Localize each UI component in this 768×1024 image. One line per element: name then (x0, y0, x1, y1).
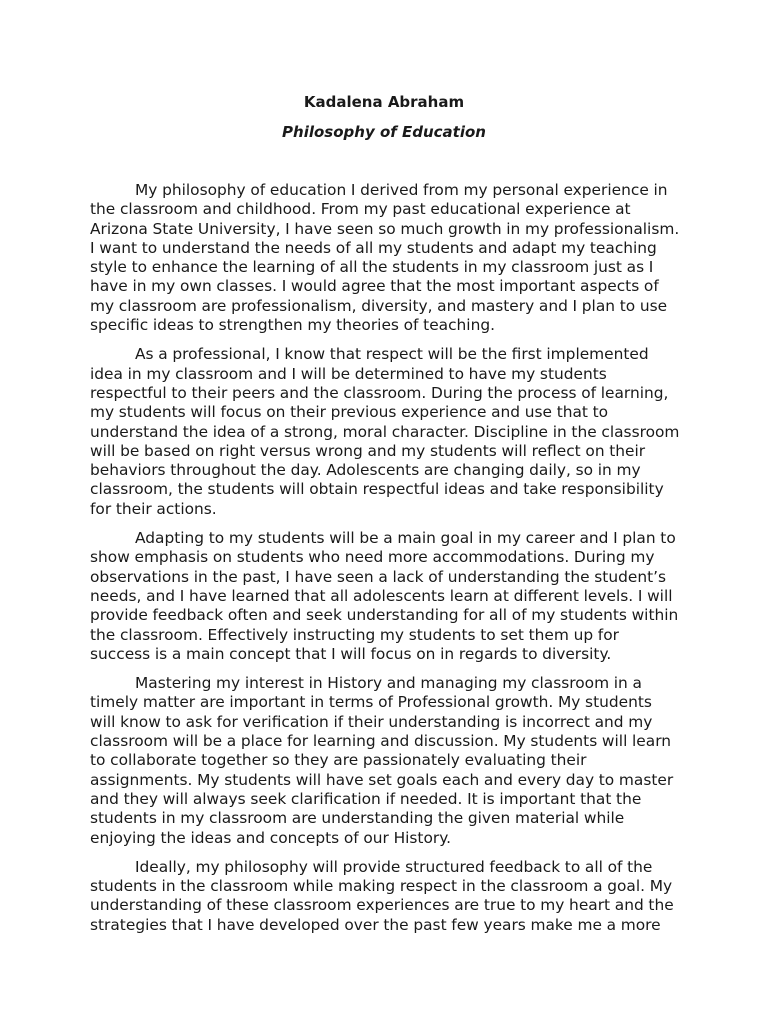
document-body (90, 181, 680, 945)
paragraph-professionalism: As a professional, I know that respect will be the first implemented idea in my classroom and I will be determined to have my students respectful to their peers and the classroom. During the process of learning, my students will focus on their previous experience and use that to understand the idea of a strong, moral character. Discipline in the classroom will be based on right versus wrong and my students will reflect on their behaviors throughout the day. Adolescents are changing daily, so in my classroom, the students will obtain respectful ideas and take responsibility for their actions. (90, 345, 680, 518)
author-name: Kadalena Abraham (303, 93, 465, 111)
paragraph-intro: My philosophy of education I derived from my personal experience in the classroom and childhood. From my past educational experience at Arizona State University, I have seen so much growth in my professionalism. I want to understand the needs of all my students and adapt my teaching style to enhance the learning of all the students in my classroom just as I have in my own classes. I would agree that the most important aspects of my classroom are professionalism, diversity, and mastery and I plan to use specific ideas to strengthen my theories of teaching. (90, 181, 680, 335)
paragraph-diversity: Adapting to my students will be a main goal in my career and I plan to show emphasis on students who need more accommodations. During my observations in the past, I have seen a lack of understanding the student’s needs, and I have learned that all adolescents learn at different levels. I will provide feedback often and seek understanding for all of my students within the classroom. Effectively instructing my students to set them up for success is a main concept that I will focus on in regards to diversity. (90, 529, 679, 663)
document-title: Philosophy of Education (282, 123, 486, 141)
paragraph-conclusion: Ideally, my philosophy will provide structured feedback to all of the students in the classroom while making respect in the classroom a goal. My understanding of these classroom experiences are true to my heart and the strategies that I have developed over the past few years make me a more (90, 857, 674, 934)
paragraph-mastery: Mastering my interest in History and managing my classroom in a timely matter are important in terms of Professional growth. My students will know to ask for verification if their understanding is incorrect and my classroom will be a place for learning and discussion. My students will learn to collaborate together so they are passionately evaluating their assignments. My students will have set goals each and every day to master and they will always seek clarification if needed. It is important that the students in my classroom are understanding the given material while enjoying the ideas and concepts of our History. (90, 674, 674, 847)
